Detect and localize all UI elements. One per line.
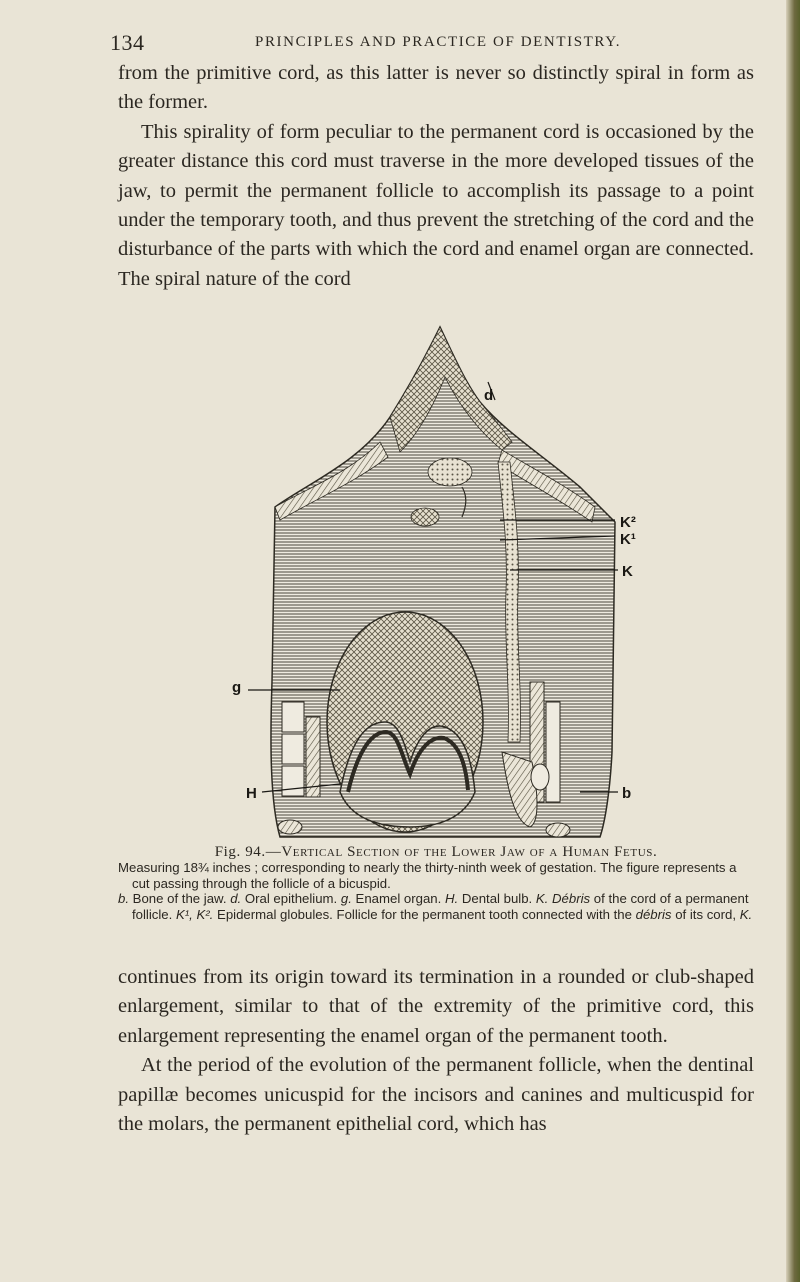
legend-key: K¹, K². <box>175 906 214 922</box>
label-k1: K¹ <box>620 531 636 548</box>
legend-text: Débris <box>548 891 591 907</box>
label-k: K <box>622 563 633 580</box>
paragraph: from the primitive cord, as this latter is never so distinctly spiral in form as the former. <box>118 62 754 114</box>
paragraph: At the period of the evolution of the permanent follicle, when the dentinal papillæ becomes unicuspid for the incisors and canines and multicuspid for the molars, the permanent epithelial cord, which has <box>118 1054 754 1136</box>
figure-caption <box>118 845 754 922</box>
legend-text: Dental bulb. <box>458 891 536 907</box>
label-h: H <box>246 785 257 802</box>
legend-key: K. <box>739 906 753 922</box>
legend-key: g. <box>340 891 352 907</box>
legend-text: of its cord, <box>671 906 740 922</box>
label-b: b <box>622 785 632 802</box>
body-text-bottom <box>118 963 754 1139</box>
legend-key: K. <box>535 891 549 907</box>
label-g: g <box>232 679 242 696</box>
legend-key: H. <box>444 891 459 907</box>
running-title: PRINCIPLES AND PRACTICE OF DENTISTRY. <box>255 34 622 50</box>
label-d: d <box>484 387 494 404</box>
legend-text: Epidermal globules. Follicle for the permanent tooth connected with the <box>213 906 636 922</box>
caption-legend <box>118 891 754 922</box>
figure-jaw-section <box>232 322 660 842</box>
legend-text: Oral epithelium. <box>241 891 341 907</box>
paragraph: This spirality of form peculiar to the permanent cord is occasioned by the greater distance this cord must traverse in the more developed tissues of the jaw, to permit the permanent follicle to accomplish its passage to a point under the temporary tooth, and thus prevent the stretching of the cord and the disturbance of the parts with which the cord and enamel organ are connected. The spiral nature of the cord <box>118 120 754 290</box>
legend-key: b. <box>118 891 129 907</box>
legend-text: débris <box>635 906 672 922</box>
caption-line: Measuring 18¾ inches ; corresponding to nearly the thirty-ninth week of gestation. The figure represents a cut passing through the follicle of a bicuspid. <box>118 860 737 891</box>
page-number: 134 <box>110 30 145 55</box>
legend-key: d. <box>230 891 242 907</box>
jaw-section-illustration <box>232 322 660 842</box>
paragraph: continues from its origin toward its termination in a rounded or club-shaped enlargement, similar to that of the extremity of the primitive cord, this enlargement representing the enamel organ of the permanent tooth. <box>118 966 754 1047</box>
legend-text: Enamel organ. <box>351 891 445 907</box>
fig-title: Vertical Section of the Lower Jaw of a Human Fetus. <box>281 844 658 860</box>
legend-text: Bone of the jaw. <box>129 891 231 907</box>
legend-text: of the cord of a permanent follicle. <box>132 891 749 922</box>
running-head <box>110 30 730 54</box>
label-k2: K² <box>620 514 636 531</box>
fig-number: Fig. 94. <box>214 844 266 860</box>
body-text-top <box>118 59 754 294</box>
caption-title: Fig. 94.—Vertical Section of the Lower Jaw of a Human Fetus. <box>214 844 658 860</box>
page-edge <box>786 0 800 1282</box>
